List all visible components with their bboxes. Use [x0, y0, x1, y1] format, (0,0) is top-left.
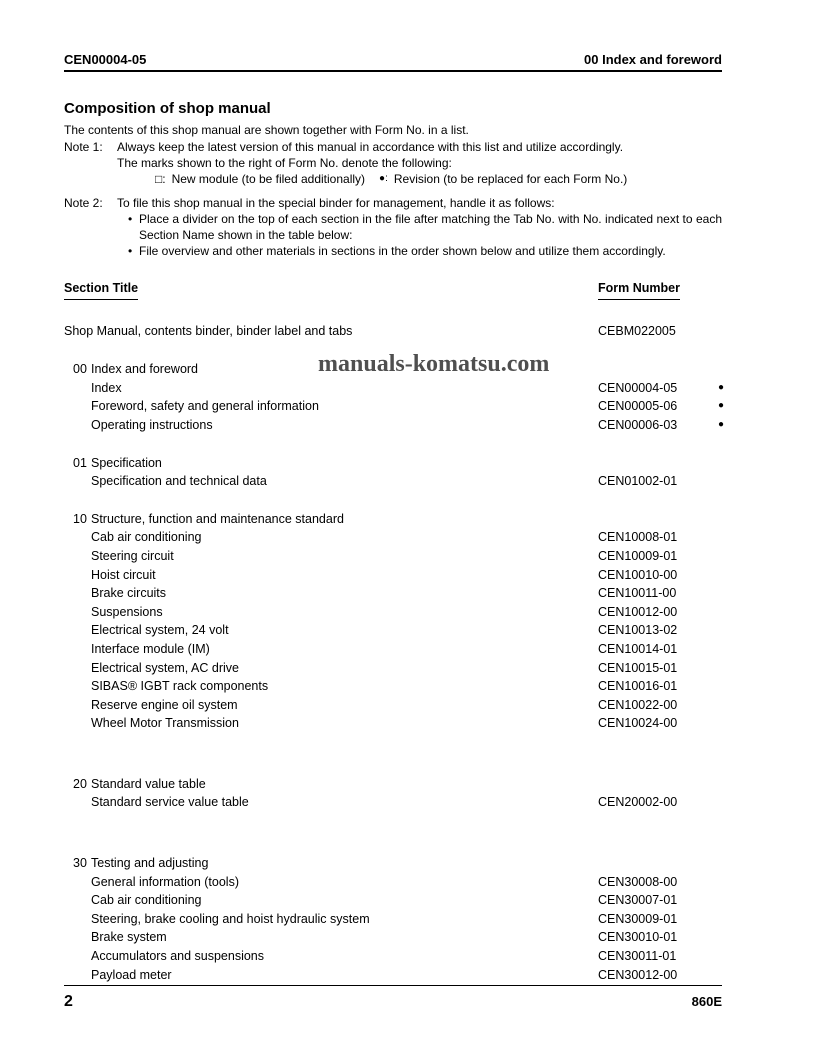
table-row	[64, 547, 722, 566]
section-title-cell	[64, 454, 598, 473]
empty-mark-cell	[700, 891, 722, 910]
row-title: Steering, brake cooling and hoist hydraulic system	[91, 911, 370, 926]
section-header-row	[64, 510, 722, 529]
empty-mark-cell	[700, 472, 722, 491]
section-block	[64, 854, 722, 984]
empty-mark-cell	[700, 677, 722, 696]
row-form-number: CEN10015-01	[598, 660, 678, 675]
empty-mark-cell	[700, 360, 722, 379]
note-2-label: Note 2:	[64, 196, 103, 210]
empty-mark-cell	[700, 454, 722, 473]
section-block	[64, 454, 722, 491]
empty-mark-cell	[700, 714, 722, 733]
row-form-number: CEN30007-01	[598, 893, 678, 908]
row-form-number: CEN00004-05	[598, 380, 678, 395]
page-title: Composition of shop manual	[64, 100, 271, 117]
table-row	[64, 640, 722, 659]
row-title: Cab air conditioning	[91, 530, 202, 545]
row-title: Electrical system, AC drive	[91, 660, 239, 675]
empty-mark-cell	[700, 696, 722, 715]
revision-mark-icon: ●	[718, 381, 725, 393]
note-1-line-2: The marks shown to the right of Form No. denote the following:	[117, 156, 452, 170]
section-block	[64, 775, 722, 812]
table-column-headers	[64, 279, 722, 300]
empty-mark-cell	[700, 659, 722, 678]
revision-mark-icon: ●	[718, 400, 725, 412]
section-number: 30	[73, 856, 87, 871]
row-form-number: CEN30011-01	[598, 949, 677, 964]
row-title: Payload meter	[91, 967, 172, 982]
revision-dot-icon: ●:	[379, 173, 388, 184]
row-title: Foreword, safety and general information	[91, 399, 319, 414]
section-listing	[64, 279, 725, 984]
empty-mark-cell	[700, 793, 722, 812]
table-row	[64, 397, 725, 416]
row-title: Cab air conditioning	[91, 893, 202, 908]
empty-mark-cell	[700, 603, 722, 622]
empty-mark-cell	[700, 775, 722, 794]
section-number: 10	[73, 511, 87, 526]
section-title-cell	[64, 854, 598, 873]
row-form-number: CEN10013-02	[598, 623, 678, 638]
new-module-legend-text: New module (to be filed additionally)	[171, 172, 366, 186]
row-form-number: CEN10014-01	[598, 641, 678, 656]
section-name: Structure, function and maintenance standard	[91, 511, 344, 526]
row-title: Specification and technical data	[91, 474, 267, 489]
note-2-bullet-1-text: Place a divider on the top of each section in the file after matching the Tab No. with No. indicated next to each Section Name shown in the table below:	[139, 212, 722, 242]
table-row	[64, 472, 722, 491]
header-rule	[64, 70, 722, 72]
row-title: SIBAS® IGBT rack components	[91, 679, 269, 694]
row-form-number: CEN01002-01	[598, 474, 678, 489]
model-number: 860E	[691, 994, 722, 1009]
row-form-number: CEBM022005	[598, 323, 676, 338]
table-row	[64, 891, 722, 910]
row-title: Reserve engine oil system	[91, 697, 238, 712]
row-title: Suspensions	[91, 604, 163, 619]
row-form-number: CEN30012-00	[598, 967, 678, 982]
note-1	[64, 139, 722, 187]
bullet-icon: •	[128, 212, 133, 226]
row-form-number: CEN10010-00	[598, 567, 678, 582]
row-title: Shop Manual, contents binder, binder label and tabs	[64, 323, 353, 338]
row-title: Hoist circuit	[91, 567, 156, 582]
table-row	[64, 566, 722, 585]
section-table-body	[64, 360, 725, 984]
empty-mark-cell	[700, 621, 722, 640]
row-form-number: CEN10022-00	[598, 697, 678, 712]
empty-mark-cell	[700, 873, 722, 892]
note-1-label: Note 1:	[64, 140, 103, 154]
table-row	[64, 528, 722, 547]
table-row	[64, 416, 725, 435]
empty-form-cell	[598, 360, 700, 379]
note-1-line-1: Always keep the latest version of this manual in accordance with this list and utilize accordingly.	[117, 140, 624, 154]
row-form-number: CEN30009-01	[598, 911, 678, 926]
table-row	[64, 793, 722, 812]
table-row	[64, 947, 722, 966]
row-form-number: CEN10024-00	[598, 716, 678, 731]
note-2-content	[117, 195, 722, 259]
row-form-number: CEN10012-00	[598, 604, 678, 619]
section-title-cell	[64, 510, 598, 529]
section-block	[64, 510, 722, 733]
row-form-number: CEN10011-00	[598, 586, 677, 601]
table-row	[64, 621, 722, 640]
bullet-icon: •	[128, 244, 133, 258]
empty-form-cell	[598, 775, 700, 794]
row-title: Brake circuits	[91, 586, 167, 601]
table-row	[64, 696, 722, 715]
note-2-bullet-2	[117, 243, 722, 259]
header-section-title: 00 Index and foreword	[584, 52, 722, 67]
revision-legend-text: Revision (to be replaced for each Form No.)	[393, 172, 628, 186]
note-2-bullet-1	[117, 211, 722, 243]
table-row	[64, 714, 722, 733]
row-title: Electrical system, 24 volt	[91, 623, 229, 638]
section-number: 20	[73, 776, 87, 791]
watermark-text: manuals-komatsu.com	[318, 351, 550, 377]
empty-mark-cell	[700, 547, 722, 566]
row-title: Operating instructions	[91, 417, 213, 432]
row-form-number: CEN10008-01	[598, 530, 678, 545]
section-name: Specification	[91, 455, 162, 470]
intro-text: The contents of this shop manual are shown together with Form No. in a list.	[64, 123, 469, 137]
empty-form-cell	[598, 510, 700, 529]
table-row	[64, 677, 722, 696]
empty-mark-cell	[700, 928, 722, 947]
revision-legend	[379, 171, 627, 187]
section-number: 00	[73, 362, 87, 377]
empty-mark-cell	[700, 566, 722, 585]
row-form-number: CEN00005-06	[598, 399, 678, 414]
header-doc-number: CEN00004-05	[64, 52, 147, 67]
new-module-square-icon: □:	[155, 172, 166, 186]
section-header-row	[64, 775, 722, 794]
empty-mark-cell	[700, 966, 722, 985]
section-name: Testing and adjusting	[91, 856, 209, 871]
empty-mark-cell	[700, 640, 722, 659]
section-header-row	[64, 454, 722, 473]
row-form-number: CEN00006-03	[598, 417, 678, 432]
table-row	[64, 910, 722, 929]
row-title: Steering circuit	[91, 548, 174, 563]
page-header	[64, 52, 722, 67]
marks-legend	[117, 171, 722, 187]
empty-mark-cell	[700, 584, 722, 603]
empty-mark-cell	[700, 528, 722, 547]
table-row	[64, 379, 725, 398]
row-form-number: CEN30008-00	[598, 874, 678, 889]
table-row	[64, 584, 722, 603]
section-number: 01	[73, 455, 87, 470]
section-name: Index and foreword	[91, 362, 199, 377]
row-title: Wheel Motor Transmission	[91, 716, 239, 731]
column-header-section-title: Section Title	[64, 279, 598, 300]
row-title: General information (tools)	[91, 874, 239, 889]
page-footer	[64, 993, 722, 1011]
note-2-bullet-2-text: File overview and other materials in sections in the order shown below and utilize them accordingly.	[139, 244, 666, 258]
column-header-form-number: Form Number	[598, 279, 700, 300]
empty-mark-cell	[700, 854, 722, 873]
table-row	[64, 873, 722, 892]
section-name: Standard value table	[91, 776, 206, 791]
table-row-binder	[64, 322, 722, 341]
footer-rule	[64, 985, 722, 986]
row-title: Accumulators and suspensions	[91, 949, 265, 964]
row-title: Standard service value table	[91, 795, 249, 810]
section-title-cell	[64, 775, 598, 794]
row-form-number: CEN10009-01	[598, 548, 678, 563]
empty-mark-cell	[700, 510, 722, 529]
table-row	[64, 603, 722, 622]
note-1-content	[117, 139, 722, 187]
table-row	[64, 966, 722, 985]
section-header-row	[64, 854, 722, 873]
note-2-line-1: To file this shop manual in the special binder for management, handle it as follows:	[117, 196, 555, 210]
empty-form-cell	[598, 454, 700, 473]
row-form-number: CEN20002-00	[598, 795, 678, 810]
page-number: 2	[64, 993, 73, 1010]
empty-mark-cell	[700, 947, 722, 966]
revision-mark-icon: ●	[718, 418, 725, 430]
row-form-number: CEN30010-01	[598, 930, 678, 945]
row-form-number: CEN10016-01	[598, 679, 678, 694]
table-row	[64, 659, 722, 678]
row-title: Brake system	[91, 930, 167, 945]
row-title: Index	[91, 380, 122, 395]
empty-mark-cell	[700, 910, 722, 929]
new-module-legend	[155, 171, 365, 187]
table-row	[64, 928, 722, 947]
empty-form-cell	[598, 854, 700, 873]
row-title: Interface module (IM)	[91, 641, 210, 656]
note-2	[64, 195, 722, 259]
